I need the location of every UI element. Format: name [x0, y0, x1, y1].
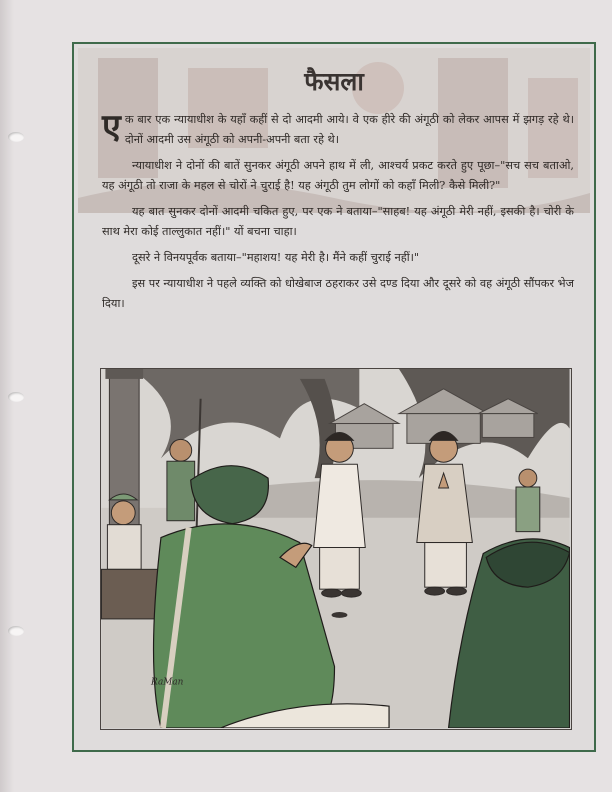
paragraph-3: यह बात सुनकर दोनों आदमी चकित हुए, पर एक ने बताया–"साहब! यह अंगूठी मेरी नहीं, इसकी है। चोरी के साथ मेरा कोई ताल्लुकात नहीं।" यों बचना चाहा।	[102, 205, 574, 238]
drop-cap: ए	[102, 107, 121, 147]
paragraph-4: दूसरे ने विनयपूर्वक बताया–"महाशय! यह मेरी है। मैंने कहीं चुराई नहीं।"	[132, 251, 420, 264]
story-text	[102, 107, 574, 320]
punch-hole	[8, 392, 24, 402]
paragraph-2: न्यायाधीश ने दोनों की बातें सुनकर अंगूठी अपने हाथ में ली, आश्चर्य प्रकट करते हुए पूछा–"सच सच बताओ, यह अंगूठी तो राजा के महल से चोरों ने चुराई है! यह अंगूठी तुम लोगों को कहाँ मिली? कैसे मिली?"	[102, 159, 574, 192]
paragraph-1: एक बार एक न्यायाधीश के यहाँ कहीं से दो आदमी आये। वे एक हीरे की अंगूठी को लेकर आपस में झगड़ रहे थे। दोनों आदमी उस अंगूठी को अपनी-अपनी बता रहे थे।	[102, 107, 574, 147]
punch-hole	[8, 132, 24, 142]
court-scene-art	[101, 369, 570, 728]
story-title: फैसला	[304, 67, 364, 96]
artist-signature: RaMan	[151, 677, 184, 688]
paragraph-5: इस पर न्यायाधीश ने पहले व्यक्ति को धोखेबाज ठहराकर उसे दण्ड दिया और दूसरे को वह अंगूठी सौंपकर भेज दिया।	[102, 277, 574, 310]
punch-hole	[8, 626, 24, 636]
court-scene-illustration	[100, 368, 572, 730]
story-frame	[72, 42, 596, 752]
